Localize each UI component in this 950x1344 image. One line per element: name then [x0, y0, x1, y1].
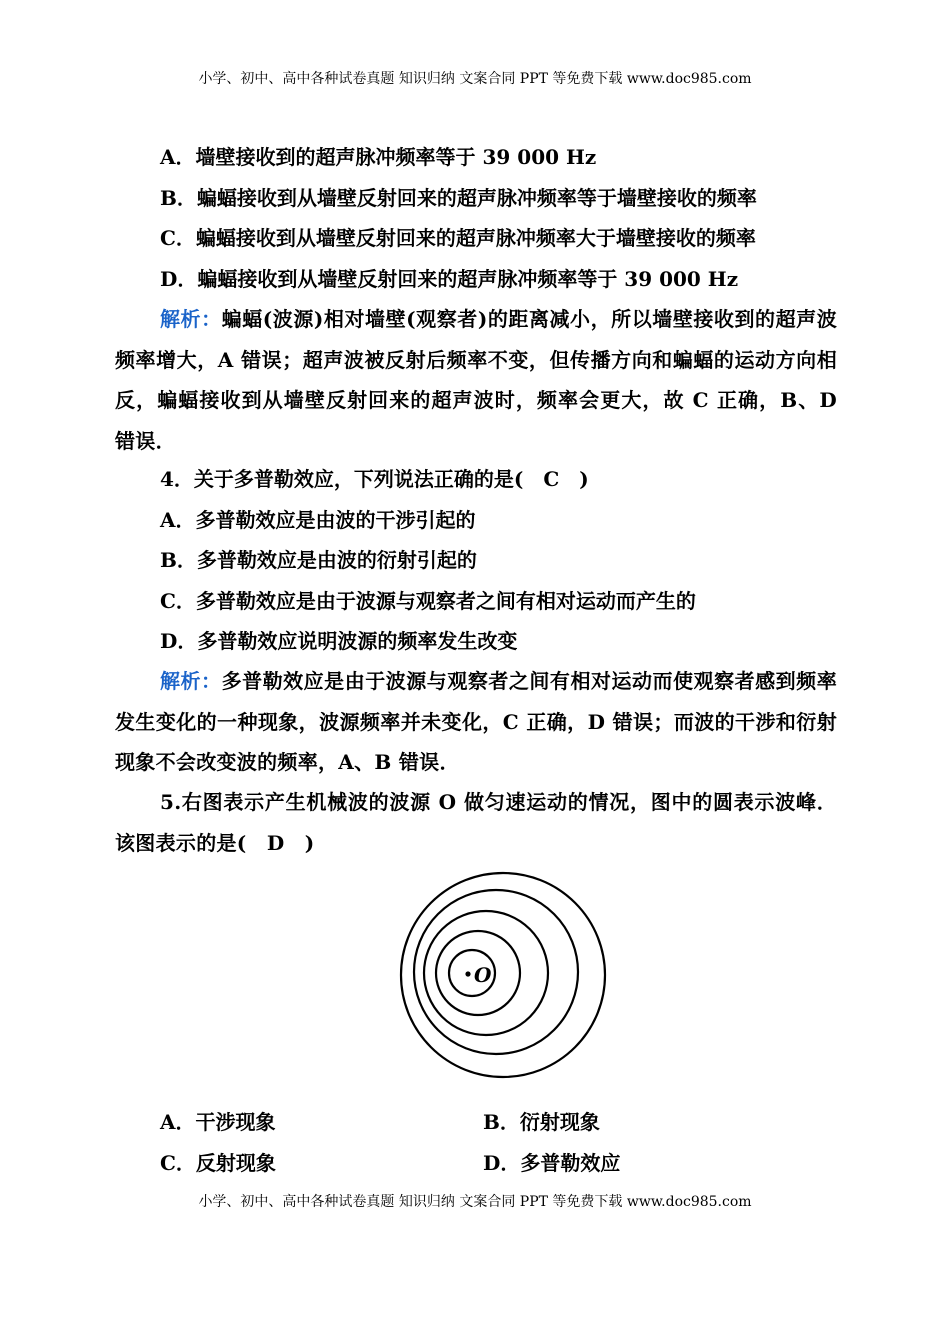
q3-option-a: A．墙壁接收到的超声脉冲频率等于 39 000 Hz: [160, 145, 597, 169]
wave-source-label: O: [474, 963, 492, 987]
q4-analysis: [115, 661, 837, 783]
page-footer: 小学、初中、高中各种试卷真题 知识归纳 文案合同 PPT 等免费下载 www.doc985.com: [198, 1194, 752, 1210]
q3-analysis: [115, 299, 837, 461]
q4-analysis-text: 多普勒效应是由于波源与观察者之间有相对运动而使观察者感到频率发生变化的一种现象，波源频率并未变化，C 正确，D 错误；而波的干涉和衍射现象不会改变波的频率，A、B 错误．: [115, 669, 838, 774]
q3-option-b: B．蝙蝠接收到从墙壁反射回来的超声脉冲频率等于墙壁接收的频率: [160, 186, 757, 210]
wavefront-circle-1: [401, 873, 605, 1077]
q5-option-d: D．多普勒效应: [483, 1151, 621, 1175]
page-header: 小学、初中、高中各种试卷真题 知识归纳 文案合同 PPT 等免费下载 www.doc985.com: [198, 71, 752, 87]
q4-stem: 4．关于多普勒效应，下列说法正确的是( C ): [160, 467, 589, 491]
q3-analysis-label: 解析：: [160, 307, 222, 331]
q4-option-b: B．多普勒效应是由波的衍射引起的: [160, 548, 477, 572]
q4-analysis-label: 解析：: [160, 669, 222, 693]
q3-analysis-text: 蝙蝠(波源)相对墙壁(观察者)的距离减小，所以墙壁接收到的超声波频率增大，A 错误；超声波被反射后频率不变，但传播方向和蝙蝠的运动方向相反，蝙蝠接收到从墙壁反射回来的超声波时，频率会更大，故 C 正确，B、D 错误．: [115, 307, 838, 453]
q5-stem: 5.右图表示产生机械波的波源 O 做匀速运动的情况，图中的圆表示波峰．该图表示的是( D ): [115, 790, 837, 855]
q5-option-a: A．干涉现象: [160, 1110, 276, 1134]
doppler-wave-diagram: [398, 870, 608, 1080]
q4-option-c: C．多普勒效应是由于波源与观察者之间有相对运动而产生的: [160, 589, 696, 613]
q4-option-d: D．多普勒效应说明波源的频率发生改变: [160, 629, 518, 653]
q3-option-d: D．蝙蝠接收到从墙壁反射回来的超声脉冲频率等于 39 000 Hz: [160, 267, 739, 291]
q4-option-a: A．多普勒效应是由波的干涉引起的: [160, 508, 476, 532]
q5-option-c: C．反射现象: [160, 1151, 276, 1175]
q3-option-c: C．蝙蝠接收到从墙壁反射回来的超声脉冲频率大于墙壁接收的频率: [160, 226, 756, 250]
wave-source-point: [465, 971, 470, 976]
q5-option-b: B．衍射现象: [483, 1110, 600, 1134]
